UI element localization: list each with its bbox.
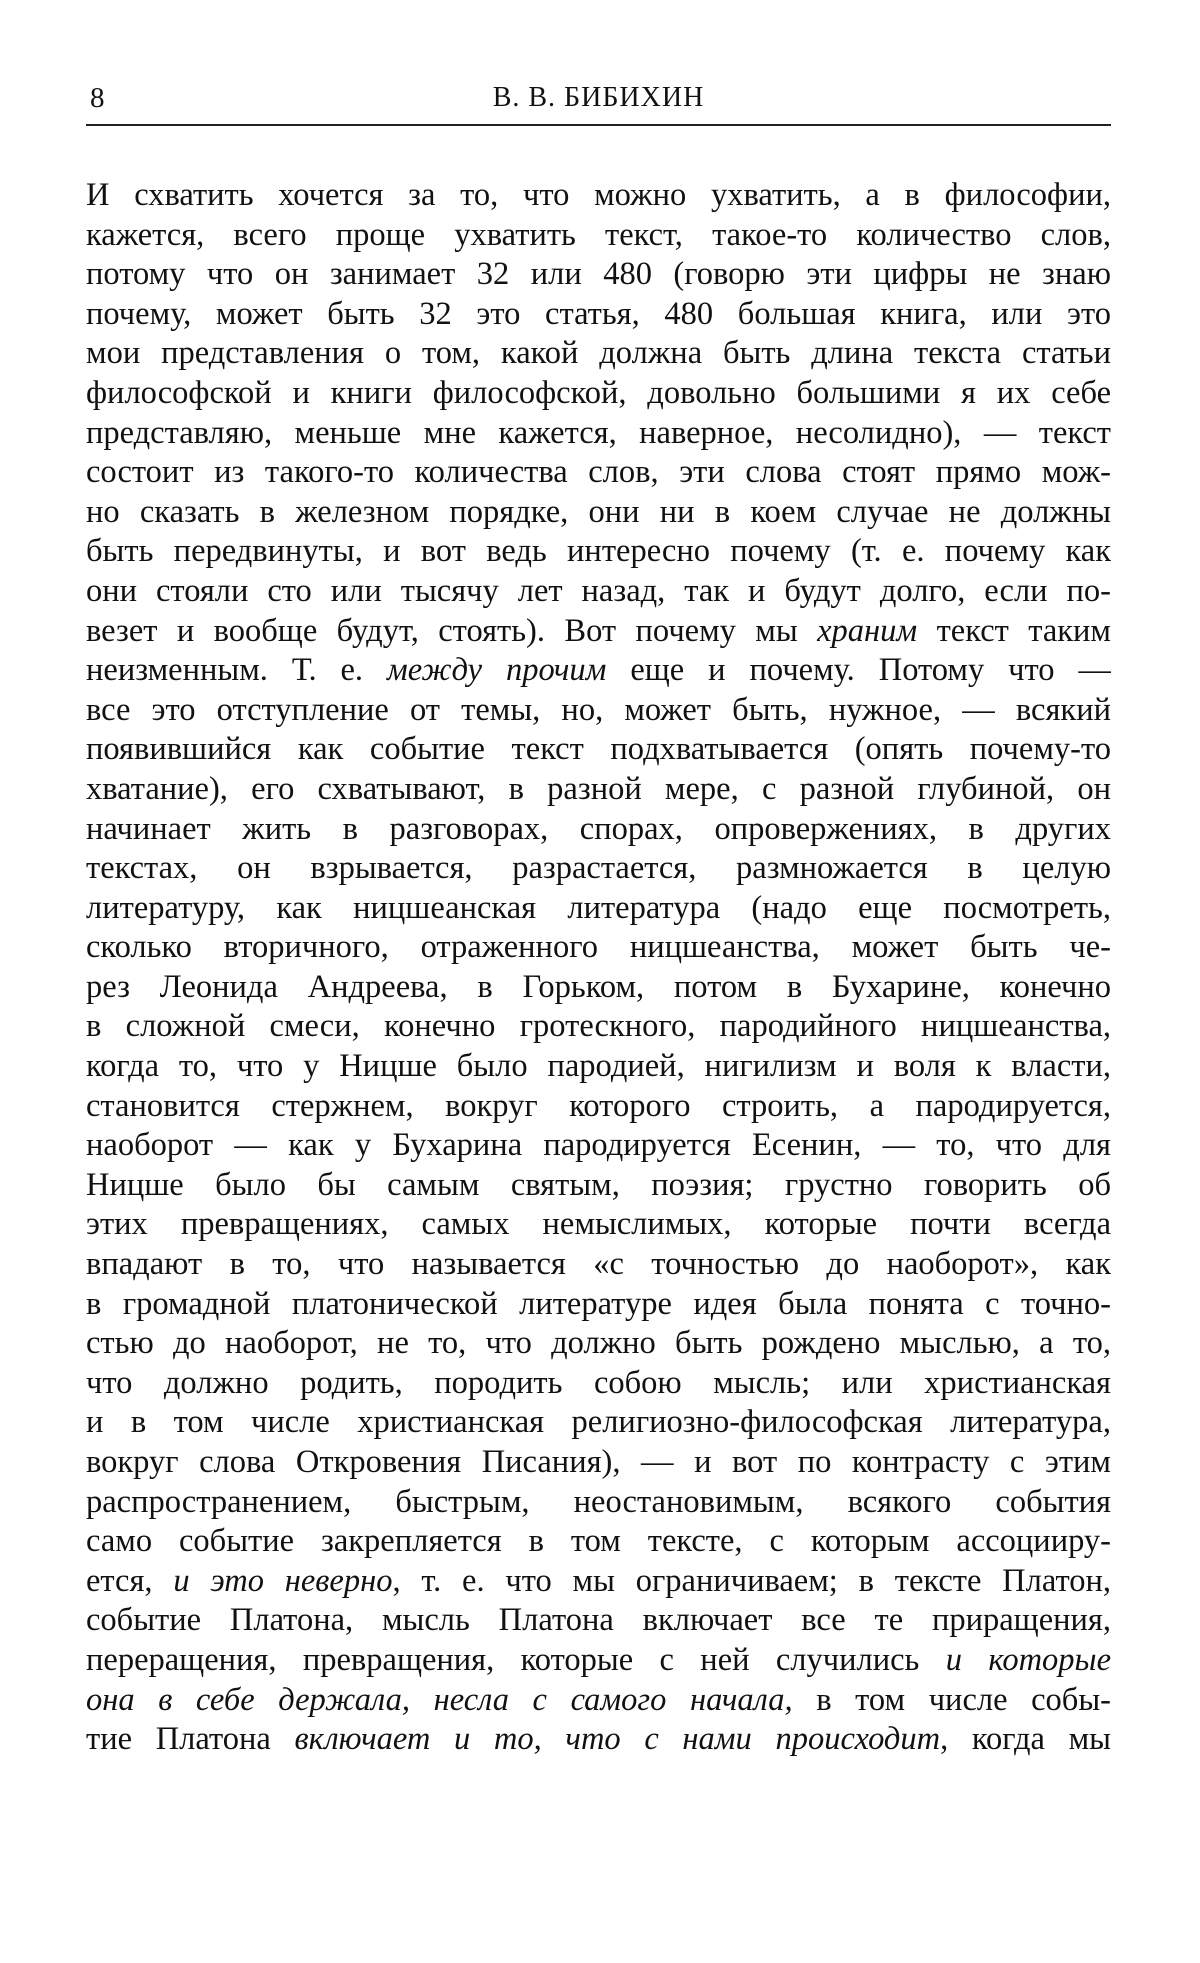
text-line (86, 1641, 1111, 1681)
text-line (86, 1166, 1111, 1206)
text-segment: само событие закрепляется в том тексте, с которым ассоцииру- (86, 1523, 1111, 1560)
body-text (86, 176, 1111, 1760)
italic-text-segment: храним (817, 612, 918, 649)
text-segment: появившийся как событие текст подхватывается (опять почему-то (86, 731, 1111, 768)
text-line (86, 1245, 1111, 1285)
text-segment: литературу, как ницшеанская литература (надо еще посмотреть, (86, 889, 1111, 926)
italic-text-segment: она в себе держала, несла с самого начала, (86, 1681, 793, 1718)
text-segment: неизменным. Т. е. (86, 652, 388, 689)
text-line (86, 1522, 1111, 1562)
text-line (86, 770, 1111, 810)
text-segment: философской и книги философской, довольно большими я их себе (86, 374, 1111, 411)
text-segment: тие Платона (86, 1721, 295, 1758)
text-segment: кажется, всего проще ухватить текст, такое-то количество слов, (86, 216, 1111, 253)
text-line (86, 1483, 1111, 1523)
text-segment: и в том числе христианская религиозно-философская литература, (86, 1404, 1111, 1441)
text-segment: состоит из такого-то количества слов, эти слова стоят прямо мож- (86, 454, 1111, 491)
text-line (86, 1681, 1111, 1721)
text-segment: перерaщения, превращения, которые с ней случились (86, 1641, 946, 1678)
text-segment: , когда мы (940, 1721, 1111, 1758)
text-line (86, 1047, 1111, 1087)
text-line (86, 612, 1111, 652)
text-line (86, 255, 1111, 295)
text-line (86, 1364, 1111, 1404)
text-line (86, 176, 1111, 216)
text-line (86, 1601, 1111, 1641)
text-segment: , т. е. что мы ограничиваем; в тексте Платон, (392, 1562, 1111, 1599)
text-line (86, 691, 1111, 731)
text-line (86, 849, 1111, 889)
text-line (86, 889, 1111, 929)
text-segment: И схватить хочется за то, что можно ухватить, а в философии, (86, 177, 1111, 213)
text-segment: сколько вторичного, отраженного ницшеанства, может быть че- (86, 929, 1111, 966)
text-segment: в сложной смеси, конечно гротескного, пародийного ницшеанства, (86, 1008, 1111, 1045)
text-segment: они стояли сто или тысячу лет назад, так и будут долго, если по- (86, 572, 1111, 609)
text-line (86, 810, 1111, 850)
text-segment: хватание), его схватывают, в разной мере, с разной глубиной, он (86, 770, 1111, 807)
text-segment: становится стержнем, вокруг которого строить, а пародируется, (86, 1087, 1111, 1124)
text-line (86, 928, 1111, 968)
text-line (86, 493, 1111, 533)
text-segment: рез Леонида Андреева, в Горьком, потом в Бухарине, конечно (86, 968, 1111, 1005)
text-line (86, 1562, 1111, 1602)
text-line (86, 572, 1111, 612)
text-segment: наоборот — как у Бухарина пародируется Есенин, — то, что для (86, 1127, 1111, 1164)
text-segment: но сказать в железном порядке, они ни в коем случае не должны (86, 493, 1111, 530)
text-line (86, 1285, 1111, 1325)
text-line (86, 1087, 1111, 1127)
text-segment: представляю, меньше мне кажется, наверное, несолидно), — текст (86, 414, 1111, 451)
text-line (86, 334, 1111, 374)
text-line (86, 1324, 1111, 1364)
text-segment: вокруг слова Откровения Писания), — и вот по контрасту с этим (86, 1444, 1111, 1480)
italic-text-segment: и которые (945, 1641, 1111, 1678)
text-line (86, 414, 1111, 454)
text-segment: распространением, быстрым, неостановимым, всякого события (86, 1483, 1111, 1520)
text-line (86, 216, 1111, 256)
text-line (86, 1443, 1111, 1483)
running-head (86, 78, 1111, 126)
text-line (86, 374, 1111, 414)
italic-text-segment: между прочим (387, 652, 607, 689)
text-segment: событие Платона, мысль Платона включает все те приращения, (86, 1602, 1111, 1639)
text-line (86, 1205, 1111, 1245)
text-segment: быть передвинуты, и вот ведь интересно почему (т. е. почему как (86, 533, 1111, 570)
text-line (86, 968, 1111, 1008)
text-line (86, 1126, 1111, 1166)
text-segment: стью до наоборот, не то, что должно быть рождено мыслью, а то, (86, 1325, 1111, 1362)
page-number: 8 (90, 82, 105, 114)
text-line (86, 532, 1111, 572)
text-line (86, 1403, 1111, 1443)
italic-text-segment: включает и то, что с нами происходит (294, 1721, 941, 1758)
text-line (86, 651, 1111, 691)
text-segment: в громадной платонической литературе идея была понята с точно- (86, 1285, 1111, 1322)
text-segment: в том числе собы- (792, 1681, 1111, 1718)
text-segment: все это отступление от темы, но, может быть, нужное, — всякий (86, 691, 1111, 728)
text-line (86, 1007, 1111, 1047)
text-line (86, 453, 1111, 493)
italic-text-segment: и это неверно (173, 1562, 393, 1599)
text-line (86, 1720, 1111, 1760)
text-segment: что должно родить, породить собою мысль; или христианская (86, 1364, 1111, 1401)
text-line (86, 295, 1111, 335)
text-segment: мои представления о том, какой должна быть длина текста статьи (86, 335, 1111, 372)
text-segment: везет и вообще будут, стоять). Вот почему мы (86, 612, 818, 649)
text-segment: почему, может быть 32 это статья, 480 большая книга, или это (86, 295, 1111, 332)
text-segment: потому что он занимает 32 или 480 (говорю эти цифры не знаю (86, 256, 1111, 293)
text-segment: начинает жить в разговорах, спорах, опровержениях, в других (86, 810, 1111, 847)
text-segment: текстах, он взрывается, разрастается, размножается в целую (86, 850, 1111, 887)
text-segment: ется, (86, 1562, 174, 1599)
text-segment: текст таким (917, 612, 1111, 649)
text-segment: этих превращениях, самых немыслимых, которые почти всегда (86, 1206, 1111, 1243)
running-title: В. В. БИБИХИН (492, 82, 705, 113)
text-line (86, 730, 1111, 770)
text-segment: когда то, что у Ницше было пародией, нигилизм и воля к власти, (86, 1048, 1111, 1085)
text-segment: Ницше было бы самым святым, поэзия; грустно говорить об (86, 1166, 1111, 1203)
text-segment: еще и почему. Потому что — (606, 652, 1111, 689)
text-segment: впадают в то, что называется «с точностью до наоборот», как (86, 1246, 1111, 1283)
